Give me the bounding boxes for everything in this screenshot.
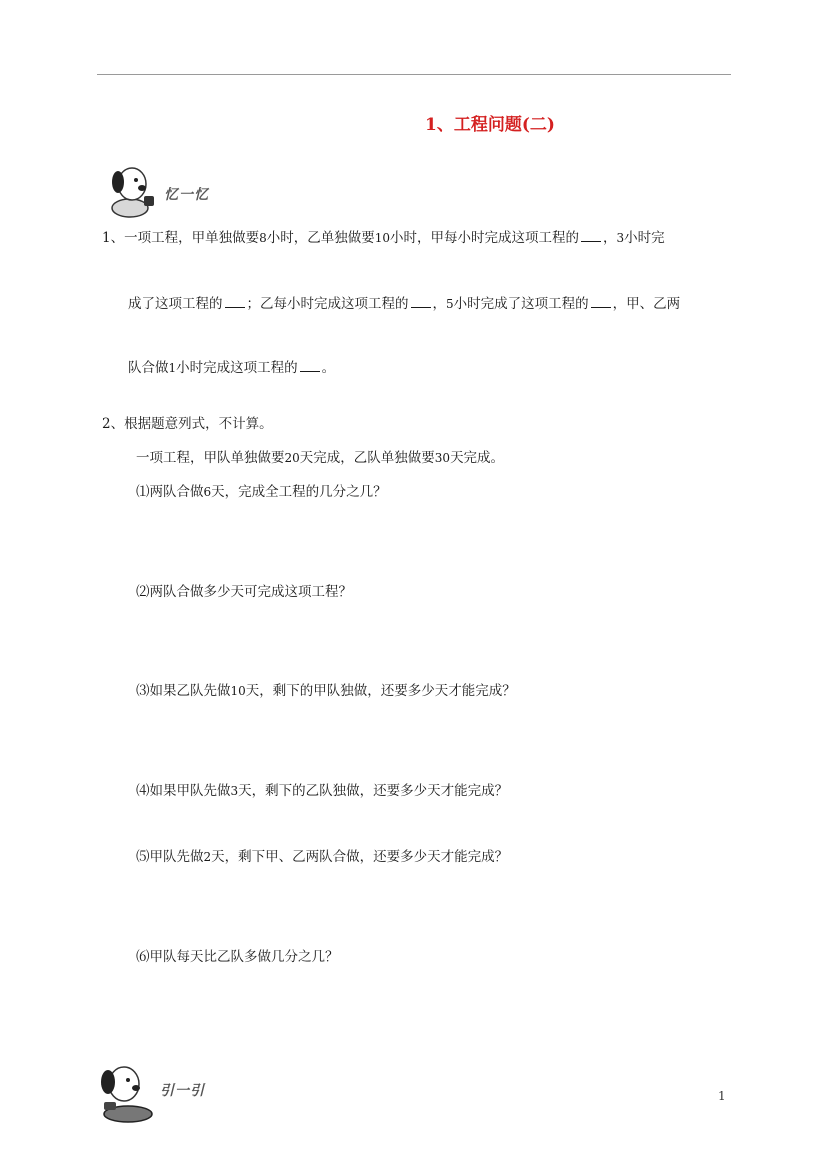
- lead-label: 引一引: [160, 1083, 205, 1099]
- dog-mascot-icon: [100, 160, 160, 220]
- q2-item-6: ⑹甲队每天比乙队多做几分之几？: [136, 949, 339, 965]
- q2-item-5: ⑸甲队先做2天，剩下甲、乙两队合做，还要多少天才能完成？: [136, 849, 509, 865]
- q1-line-3: 队合做1小时完成这项工程的 。: [128, 360, 336, 376]
- page-title: 1、工程问题(二): [425, 115, 555, 135]
- answer-blank[interactable]: [225, 297, 245, 308]
- page-number: 1: [718, 1089, 726, 1103]
- answer-blank[interactable]: [411, 297, 431, 308]
- q1-line-1: 1、一项工程，甲单独做要8小时，乙单独做要10小时，甲每小时完成这项工程的 ，3小时完: [102, 230, 665, 246]
- q1-line-2: 成了这项工程的 ；乙每小时完成这项工程的 ，5小时完成了这项工程的 ，甲、乙两: [128, 296, 681, 312]
- answer-blank[interactable]: [591, 297, 611, 308]
- recall-label: 忆一忆: [164, 187, 209, 203]
- header-rule: [97, 74, 731, 75]
- answer-blank[interactable]: [581, 231, 601, 242]
- q2-item-4: ⑷如果甲队先做3天，剩下的乙队独做，还要多少天才能完成？: [136, 783, 509, 799]
- dog-mascot-icon: [92, 1058, 158, 1128]
- answer-blank[interactable]: [300, 361, 320, 372]
- q2-item-1: ⑴两队合做6天，完成全工程的几分之几？: [136, 484, 387, 500]
- q2-statement: 一项工程，甲队单独做要20天完成，乙队单独做要30天完成。: [136, 450, 505, 466]
- q2-item-3: ⑶如果乙队先做10天，剩下的甲队独做，还要多少天才能完成？: [136, 683, 516, 699]
- q2-item-2: ⑵两队合做多少天可完成这项工程？: [136, 584, 352, 600]
- q2-heading: 2、根据题意列式，不计算。: [102, 416, 273, 432]
